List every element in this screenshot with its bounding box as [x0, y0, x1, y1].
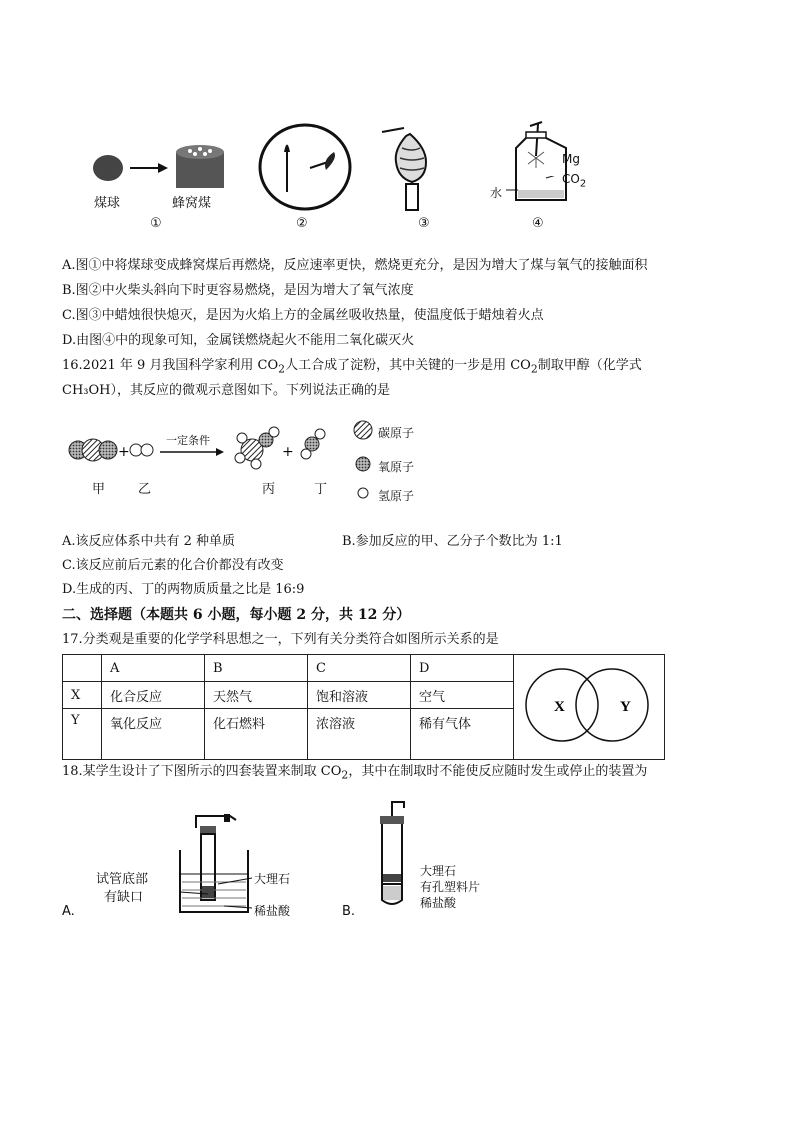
table-header-cell: C [308, 655, 411, 682]
figure-3-caption: ③ [418, 216, 430, 231]
table-header-row [63, 655, 665, 682]
table-header-cell [63, 655, 102, 682]
honeycomb-label: 蜂窝煤 [172, 196, 212, 211]
molecule-bing-icon [235, 427, 279, 469]
q16-stem-part-b: 人工合成了淀粉，其中关键的一步是用 CO [285, 358, 531, 373]
candle-icon [406, 184, 418, 210]
section-2-heading: 二、选择题（本题共 6 小题，每小题 2 分，共 12 分） [62, 607, 411, 623]
carbon-atom-icon [354, 421, 372, 439]
q15-option-b: B.图②中火柴头斜向下时更容易燃烧，是因为增大了氧气浓度 [62, 283, 414, 298]
table-cell: 氧化反应 [102, 709, 205, 760]
legend-carbon: 碳原子 [378, 426, 415, 440]
q15-option-c: C.图③中蜡烛很快熄灭，是因为火焰上方的金属丝吸收热量，使温度低于蜡烛着火点 [62, 308, 544, 323]
q18-sub: 2 [341, 768, 349, 782]
apparatus-b-acid: 稀盐酸 [420, 896, 457, 910]
q17-table [62, 654, 665, 760]
q16-sub-2: 2 [530, 362, 538, 376]
table-cell: 化合反应 [102, 682, 205, 709]
q16-option-d: D.生成的丙、丁的两物质质量之比是 16:9 [62, 582, 305, 597]
q16-stem-line2: CH₃OH），其反应的微观示意图如下。下列说法正确的是 [62, 383, 390, 398]
q18-stem-part-a: 18.某学生设计了下图所示的四套装置来制取 CO [62, 764, 342, 779]
apparatus-a-note-2: 有缺口 [104, 890, 144, 905]
figure-4-caption: ④ [532, 216, 544, 231]
apparatus-a-leader-lines [150, 872, 260, 912]
molecule-jia-icon [69, 439, 117, 461]
q16-option-c: C.该反应前后元素的化合价都没有改变 [62, 558, 284, 573]
co2-subscript: 2 [579, 178, 587, 190]
q16-stem-part-c: 制取甲醇（化学式 [537, 358, 642, 373]
figure-2-matches [256, 122, 356, 214]
apparatus-a-acid: 稀盐酸 [254, 904, 291, 918]
molecule-ding-icon [301, 429, 325, 459]
q18-stem-part-b: ，其中在制取时不能使反应随时发生或停止的装置为 [348, 764, 648, 779]
figure-3-candle [376, 122, 446, 214]
oxygen-atom-icon [356, 457, 370, 471]
molecule-yi-icon [130, 444, 153, 456]
table-cell: 天然气 [205, 682, 308, 709]
apparatus-a-note-1: 试管底部 [96, 872, 149, 887]
table-cell: Y [63, 709, 102, 760]
venn-cell [514, 655, 665, 760]
table-cell: 空气 [411, 682, 514, 709]
venn-label-y: Y [620, 699, 631, 715]
table-cell: 饱和溶液 [308, 682, 411, 709]
q16-stem-part-a: 16.2021 年 9 月我国科学家利用 CO [62, 358, 279, 373]
legend-oxygen: 氧原子 [378, 460, 415, 474]
table-header-cell: D [411, 655, 514, 682]
q16-option-a: A.该反应体系中共有 2 种单质 [62, 534, 236, 549]
label-bing: 丙 [262, 482, 276, 497]
figure-1-honeycomb [86, 140, 246, 232]
apparatus-b-label: B. [342, 904, 356, 919]
apparatus-b-plate: 有孔塑料片 [420, 880, 481, 894]
table-header-cell: A [102, 655, 205, 682]
coal-ball-icon [93, 155, 123, 181]
figure-2-caption: ② [296, 216, 308, 231]
table-cell: X [63, 682, 102, 709]
legend-hydrogen: 氢原子 [378, 489, 415, 503]
atom-legend-icons [352, 418, 374, 502]
q16-sub-1: 2 [278, 362, 286, 376]
svg-text:+: + [282, 444, 294, 460]
mg-label: Mg [562, 152, 580, 166]
apparatus-a-marble: 大理石 [254, 872, 291, 886]
table-cell: 稀有气体 [411, 709, 514, 760]
coal-ball-label: 煤球 [94, 196, 121, 211]
label-yi: 乙 [138, 482, 152, 497]
label-ding: 丁 [314, 482, 328, 497]
table-cell: 浓溶液 [308, 709, 411, 760]
venn-diagram [514, 655, 664, 755]
q15-option-d: D.由图④中的现象可知，金属镁燃烧起火不能用二氧化碳灭火 [62, 333, 415, 348]
crucible-tongs-icon [536, 124, 538, 156]
co2-text: CO [562, 172, 580, 186]
hydrogen-atom-icon [358, 488, 368, 498]
apparatus-b [372, 800, 412, 910]
apparatus-a-label: A. [62, 904, 75, 919]
water-label: 水 [490, 186, 503, 200]
pointer-lines [500, 176, 580, 196]
apparatus-b-marble: 大理石 [420, 864, 457, 878]
q17-stem: 17.分类观是重要的化学学科思想之一，下列有关分类符合如图所示关系的是 [62, 632, 499, 647]
venn-label-x: X [554, 699, 565, 715]
figure-1-caption: ① [150, 216, 162, 231]
table-cell: 化石燃料 [205, 709, 308, 760]
reaction-condition: 一定条件 [166, 434, 210, 447]
table-header-cell: B [205, 655, 308, 682]
q18-stem [62, 763, 647, 785]
venn-circle-y [576, 669, 648, 741]
q15-option-a: A.图①中将煤球变成蜂窝煤后再燃烧，反应速率更快，燃烧更充分，是因为增大了煤与氧气的接触面积 [62, 258, 648, 273]
q16-option-b: B.参加反应的甲、乙分子个数比为 1:1 [342, 534, 563, 549]
label-jia: 甲 [92, 482, 106, 497]
svg-text:+: + [118, 444, 130, 460]
q16-stem-line1 [62, 357, 642, 379]
marble-icon [383, 874, 401, 882]
